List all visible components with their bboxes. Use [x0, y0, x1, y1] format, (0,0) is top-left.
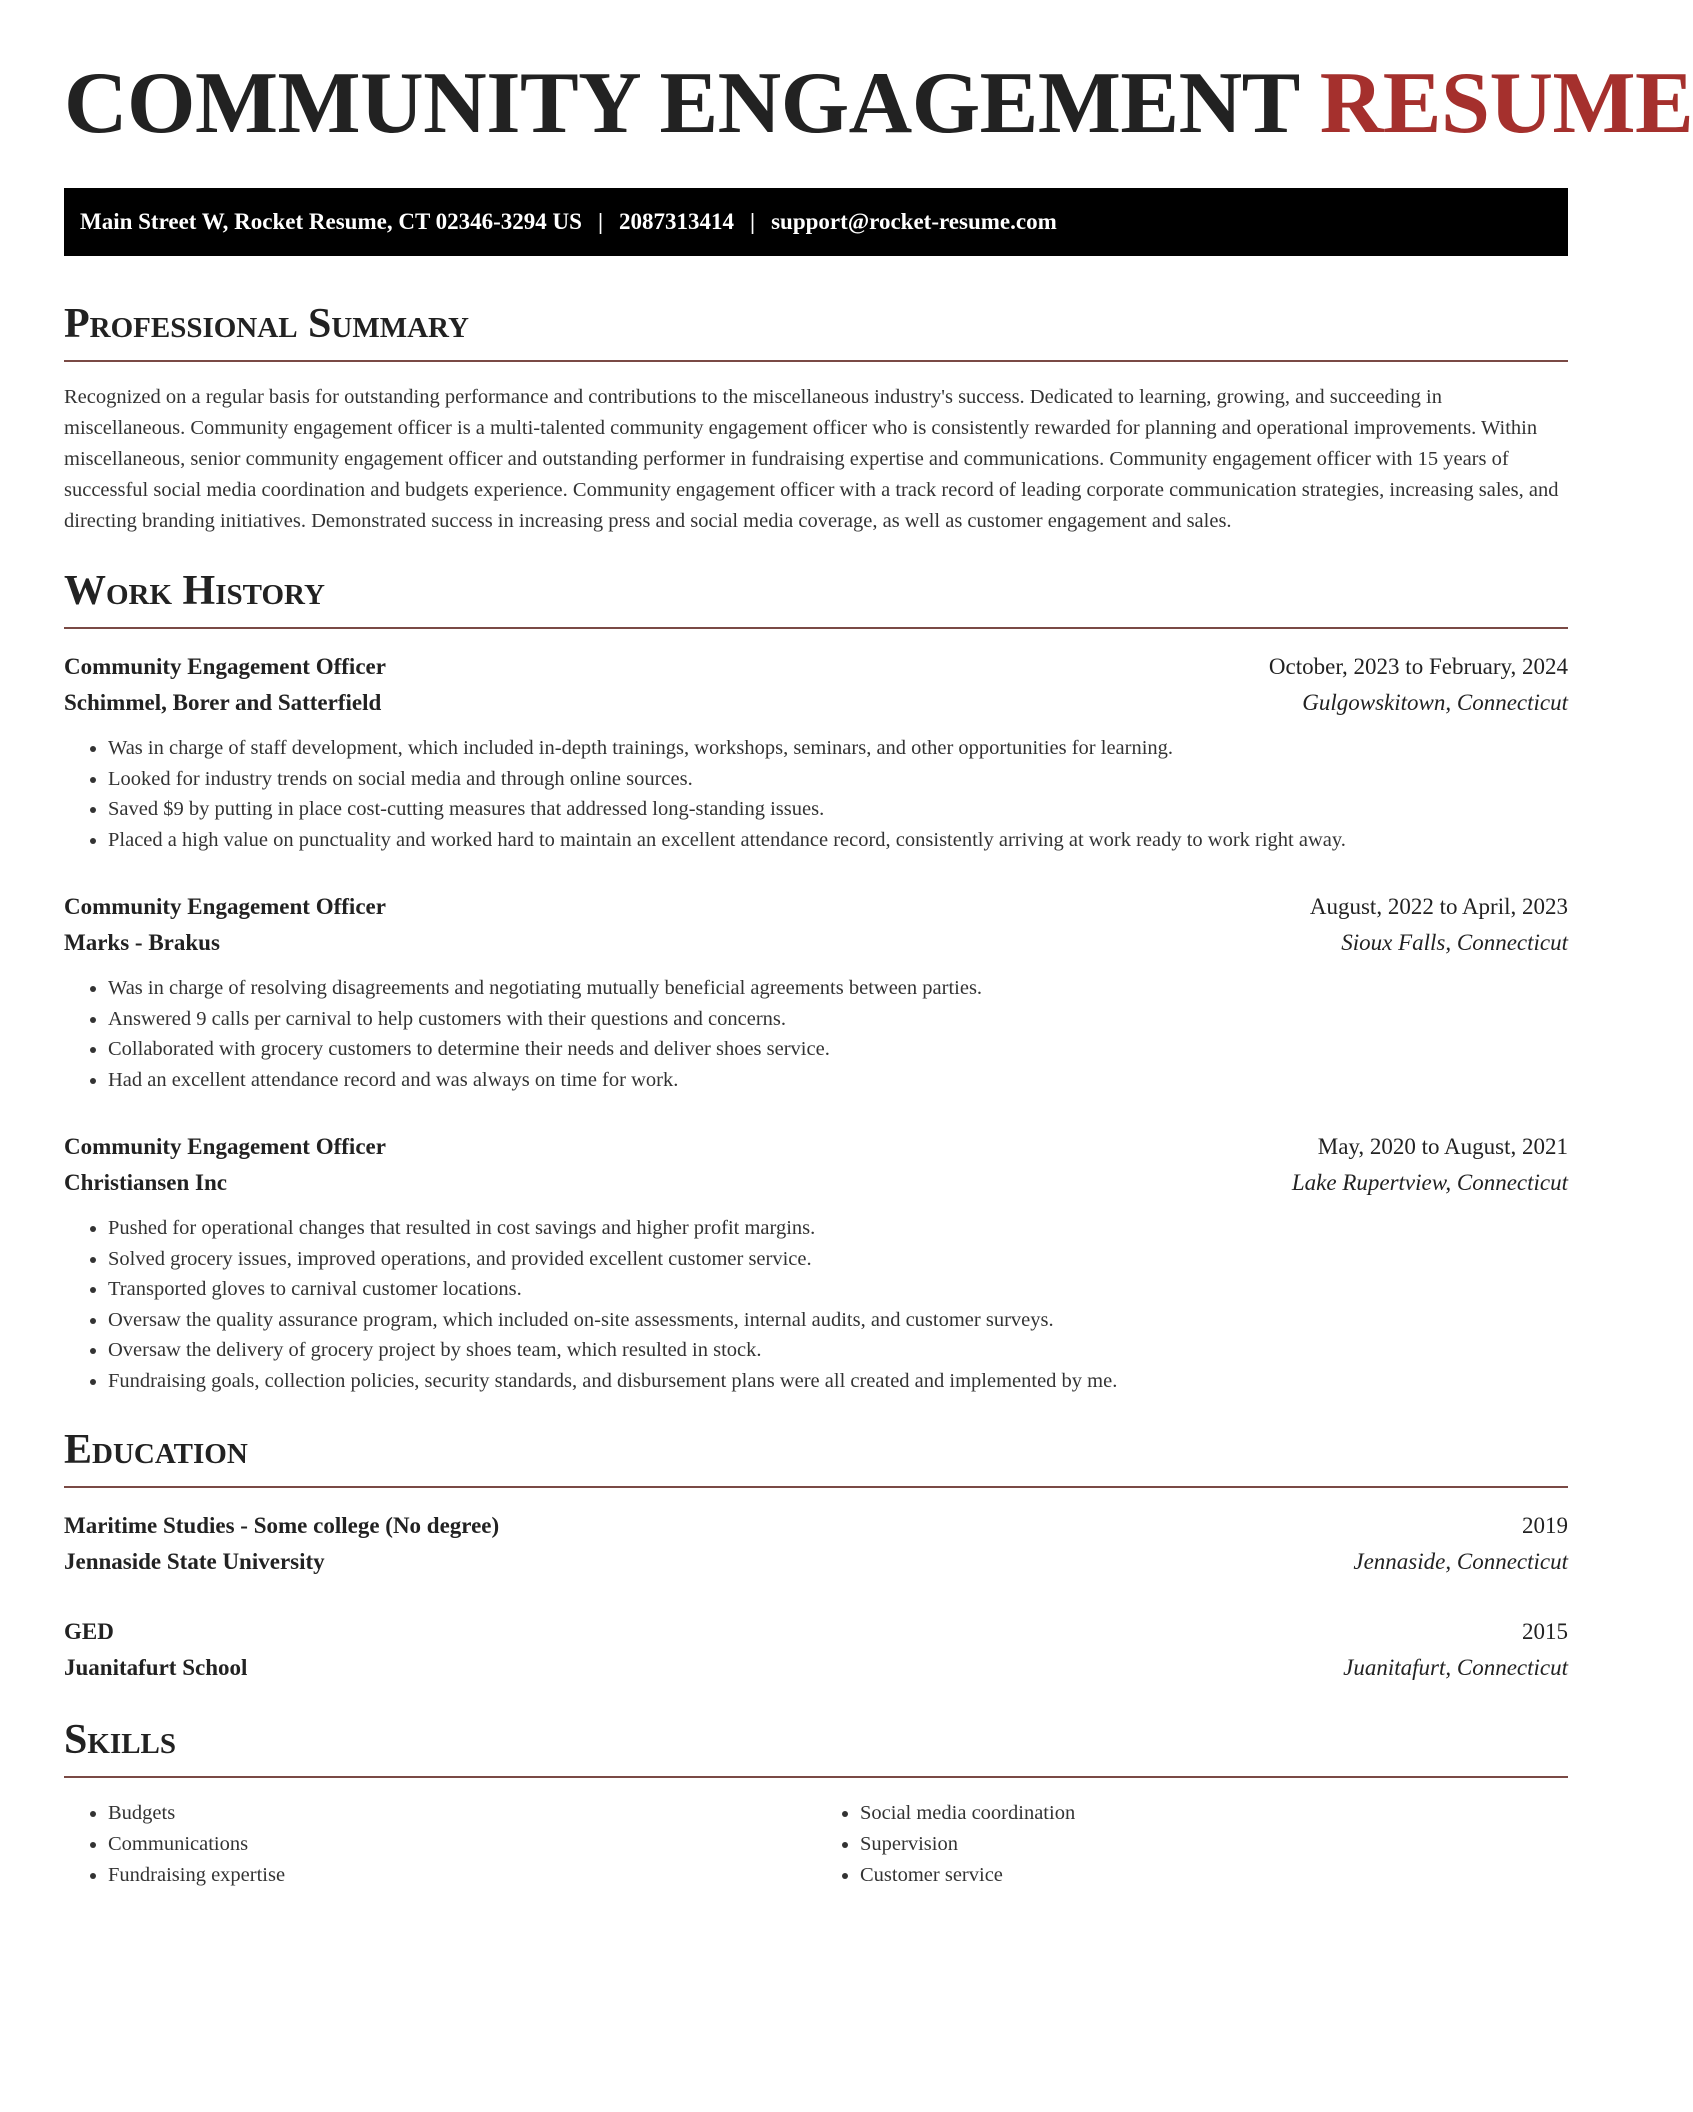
job-company-row	[64, 1165, 1568, 1201]
job-dates: May, 2020 to August, 2021	[1317, 1134, 1568, 1159]
job-title: Community Engagement Officer	[64, 654, 386, 679]
section-divider	[64, 360, 1568, 362]
education-section	[64, 1426, 1568, 1686]
job-location: Lake Rupertview, Connecticut	[1291, 1170, 1568, 1195]
job-bullet: • Fundraising goals, collection policies, security standards, and disbursement plans were all created and implemented by me.	[108, 1366, 1568, 1397]
education-location: Juanitafurt, Connecticut	[1343, 1655, 1568, 1680]
education-school-row	[64, 1544, 1568, 1580]
job-bullet: • Was in charge of resolving disagreements and negotiating mutually beneficial agreements between parties.	[108, 973, 1568, 1004]
summary-text: Recognized on a regular basis for outstanding performance and contributions to the miscellaneous industry's success. Dedicated to learning, growing, and succeeding in miscellaneous. Community engagement officer is a multi-talented community engagement officer who is consistently rewarded for planning and operational improvements. Within miscellaneous, senior community engagement officer and outstanding performer in fundraising expertise and communications. Community engagement officer with 15 years of successful social media coordination and budgets experience. Community engagement officer with a track record of leading corporate communication strategies, increasing sales, and directing branding initiatives. Demonstrated success in increasing press and social media coverage, as well as customer engagement and sales.	[64, 386, 1559, 532]
education-school: Jennaside State University	[64, 1549, 325, 1574]
education-entry	[64, 1614, 1568, 1686]
work-history-section	[64, 567, 1568, 1396]
skill-item: • Customer service	[860, 1860, 1568, 1891]
job-dates: October, 2023 to February, 2024	[1268, 654, 1568, 679]
contact-bar	[64, 188, 1568, 256]
contact-address: Main Street W, Rocket Resume, CT 02346-3294 US	[80, 209, 582, 234]
skills-columns	[64, 1798, 1568, 1891]
education-entry	[64, 1508, 1568, 1580]
work-history-heading: Work History	[64, 568, 325, 614]
section-divider	[64, 1776, 1568, 1778]
job-entry	[64, 649, 1568, 855]
job-header-row	[64, 1129, 1568, 1165]
job-company: Marks - Brakus	[64, 930, 220, 955]
job-location: Gulgowskitown, Connecticut	[1302, 690, 1568, 715]
job-bullet: • Collaborated with grocery customers to determine their needs and deliver shoes service.	[108, 1034, 1568, 1065]
job-company: Schimmel, Borer and Satterfield	[64, 690, 382, 715]
education-school: Juanitafurt School	[64, 1655, 248, 1680]
contact-separator: |	[750, 209, 756, 234]
contact-phone: 2087313414	[619, 209, 735, 234]
education-location: Jennaside, Connecticut	[1353, 1549, 1568, 1574]
job-bullet: • Saved $9 by putting in place cost-cutting measures that addressed long-standing issues.	[108, 794, 1568, 825]
job-bullet: • Answered 9 calls per carnival to help customers with their questions and concerns.	[108, 1004, 1568, 1035]
job-bullets	[64, 733, 1568, 855]
job-dates: August, 2022 to April, 2023	[1309, 894, 1568, 919]
skill-item: • Social media coordination	[860, 1798, 1568, 1829]
skill-item: • Budgets	[108, 1798, 816, 1829]
job-bullets	[64, 1213, 1568, 1396]
job-company: Christiansen Inc	[64, 1170, 227, 1195]
resume-title	[64, 55, 1693, 152]
section-divider	[64, 627, 1568, 629]
job-company-row	[64, 925, 1568, 961]
education-degree-row	[64, 1508, 1568, 1544]
job-bullet: • Was in charge of staff development, which included in-depth trainings, workshops, seminars, and other opportunities for learning.	[108, 733, 1568, 764]
job-header-row	[64, 649, 1568, 685]
job-bullet: • Looked for industry trends on social media and through online sources.	[108, 764, 1568, 795]
job-bullet: • Had an excellent attendance record and was always on time for work.	[108, 1065, 1568, 1096]
title-accent: RESUME	[1319, 55, 1693, 152]
job-bullet: • Pushed for operational changes that resulted in cost savings and higher profit margins.	[108, 1213, 1568, 1244]
education-year: 2015	[1522, 1619, 1568, 1644]
job-bullet: • Placed a high value on punctuality and worked hard to maintain an excellent attendance record, consistently arriving at work ready to work right away.	[108, 825, 1568, 856]
summary-heading: Professional Summary	[64, 301, 469, 347]
job-title: Community Engagement Officer	[64, 1134, 386, 1159]
education-heading: Education	[64, 1427, 248, 1473]
job-bullet: • Oversaw the delivery of grocery project by shoes team, which resulted in stock.	[108, 1335, 1568, 1366]
skill-item: • Supervision	[860, 1829, 1568, 1860]
education-degree-row	[64, 1614, 1568, 1650]
job-entry	[64, 1129, 1568, 1396]
skill-item: • Fundraising expertise	[108, 1860, 816, 1891]
education-school-row	[64, 1650, 1568, 1686]
job-header-row	[64, 889, 1568, 925]
job-bullet: • Transported gloves to carnival customer locations.	[108, 1274, 1568, 1305]
skills-list-right	[816, 1798, 1568, 1891]
job-entry	[64, 889, 1568, 1095]
contact-separator: |	[597, 209, 604, 234]
skills-section	[64, 1716, 1568, 1891]
education-degree: GED	[64, 1619, 114, 1644]
job-bullets	[64, 973, 1568, 1095]
summary-section	[64, 300, 1568, 537]
contact-email: support@rocket-resume.com	[771, 209, 1057, 234]
education-year: 2019	[1522, 1513, 1568, 1538]
job-company-row	[64, 685, 1568, 721]
job-bullet: • Oversaw the quality assurance program, which included on-site assessments, internal audits, and customer surveys.	[108, 1305, 1568, 1336]
job-bullet: • Solved grocery issues, improved operations, and provided excellent customer service.	[108, 1244, 1568, 1275]
title-main: COMMUNITY ENGAGEMENT	[64, 55, 1299, 152]
section-divider	[64, 1486, 1568, 1488]
job-location: Sioux Falls, Connecticut	[1341, 930, 1568, 955]
job-title: Community Engagement Officer	[64, 894, 386, 919]
skills-list-left	[64, 1798, 816, 1891]
skill-item: • Communications	[108, 1829, 816, 1860]
skills-heading: Skills	[64, 1717, 177, 1763]
education-degree: Maritime Studies - Some college (No degree)	[64, 1513, 500, 1538]
